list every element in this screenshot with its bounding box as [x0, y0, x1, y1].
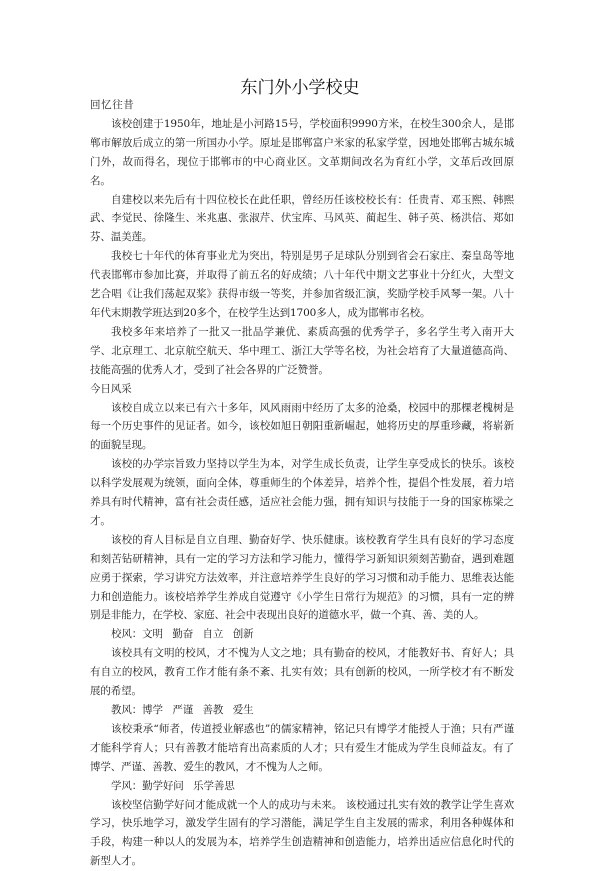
history-paragraph: 该校创建于1950年，地址是小河路15号，学校面积9990方米，在校生300余人，是邯郸市解放后成立的第一所国办小学。原址是邯郸富户米家的私家学堂，因地处邯郸古城东城门外，故而得名，现位于邯郸市的中心商业区。文革期间改名为育红小学，文革后改回原名。 [90, 117, 514, 187]
study-motto-item: 勤学好问 [142, 779, 184, 792]
teaching-motto-line [90, 701, 514, 720]
study-motto-paragraph: 该校坚信勤学好问才能成就一个人的成功与未来。 该校通过扎实有效的教学让学生喜欢学习，快乐地学习，激发学生固有的学习潜能，满足学生自主发展的需求，利用各种媒体和手段，构建一种以人的发展为本，培养学生创造精神和创造能力，培养出适应信息化时代的新型人才。 [90, 798, 514, 868]
school-motto-item: 创新 [232, 628, 254, 641]
history-paragraph: 我校多年来培养了一批又一批品学兼优、素质高强的优秀学子，多名学生考入南开大学、北京理工、北京航空航天、华中理工、浙江大学等名校，为社会培育了大量道德高尚、技能高强的优秀人才，受到了社会各界的广泛赞誉。 [90, 325, 514, 376]
teaching-motto-item: 严谨 [172, 704, 194, 716]
school-motto-paragraph: 该校具有文明的校风，才不愧为人文之地；具有勤奋的校风，才能教好书、育好人；具有自立的校风，教育工作才能有条不紊、扎实有效；具有创新的校风，一所学校才有不断发展的希望。 [90, 647, 514, 698]
section-heading-history: 回忆往昔 [90, 99, 135, 111]
teaching-motto-item: 善教 [202, 704, 224, 716]
study-motto-label: 学风： [111, 779, 143, 792]
school-motto-item: 文明 [142, 628, 163, 641]
school-motto-label: 校风： [111, 628, 143, 641]
school-motto-item: 勤奋 [172, 628, 194, 641]
document-body [90, 96, 514, 871]
teaching-motto-paragraph: 该校秉承“师者，传道授业解惑也”的儒家精神，铭记只有博学才能授人于渔；只有严谨才能科学育人；只有善教才能培育出高素质的人才；只有爱生才能成为学生良师益友。有了博学、严谨、善教、爱生的教风，才不愧为人之师。 [90, 722, 514, 773]
teaching-motto-item: 博学 [142, 704, 163, 716]
school-motto-item: 自立 [202, 628, 224, 641]
study-motto-item: 乐学善思 [193, 779, 235, 792]
today-paragraph: 该校的育人目标是自立自理、勤奋好学、快乐健康。该校教育学生具有良好的学习态度和刻苦钻研精神，具有一定的学习方法和学习能力，懂得学习新知识须刻苦勤奋，遇到难题应勇于探索，学习讲究方法效率，并注意培养学生良好的学习习惯和动手能力、思维表达能力和创造能力。该校培养学生养成自觉遵守《小学生日常行为规范》的习惯，具有一定的辨别是非能力，在学校、家庭、社会中表现出良好的道德水平，做一个真、善、美的人。 [90, 533, 514, 622]
page-title: 东门外小学校史 [240, 78, 360, 98]
today-paragraph: 该校自成立以来已有六十多年，风风雨雨中经历了太多的沧桑，校园中的那棵老槐树是每一个历史事件的见证者。如今，该校如旭日朝阳重新崛起，她将历史的厚重珍藏，将崭新的面貌呈现。 [90, 401, 514, 452]
teaching-motto-label: 教风： [111, 704, 143, 716]
history-paragraph: 我校七十年代的体育事业尤为突出，特别是男子足球队分别到省会石家庄、秦皇岛等地代表邯郸市参加比赛，并取得了前五名的好成绩；八十年代中期文艺事业十分红火，大型文艺合唱《让我们荡起双桨》获得市级一等奖，并参加省级汇演，奖励学校手风琴一架。八十年代末期教学班达到20多个，在校学生达到1700多人，成为邯郸市名校。 [90, 250, 514, 319]
history-paragraph: 自建校以来先后有十四位校长在此任职，曾经历任该校校长有：任贵青、邓玉熙、韩熙武、李觉民、徐隆生、米兆惠、张淑芹、伏宝库、马风英、蔺起生、韩子英、杨洪信、郑如芬、温美莲。 [90, 193, 514, 244]
today-paragraph: 该校的办学宗旨致力坚持以学生为本，对学生成长负责，让学生享受成长的快乐。该校以科学发展观为统领，面向全体，尊重师生的个体差异，培养个性，提倡个性发展，着力培养具有时代精神，富有社会责任感，适应社会能力强，拥有知识与技能于一身的国家栋梁之才。 [90, 458, 514, 527]
section-heading-today: 今日风采 [90, 382, 132, 395]
teaching-motto-item: 爱生 [232, 704, 254, 716]
school-motto-line [90, 625, 514, 644]
study-motto-line [90, 777, 514, 796]
